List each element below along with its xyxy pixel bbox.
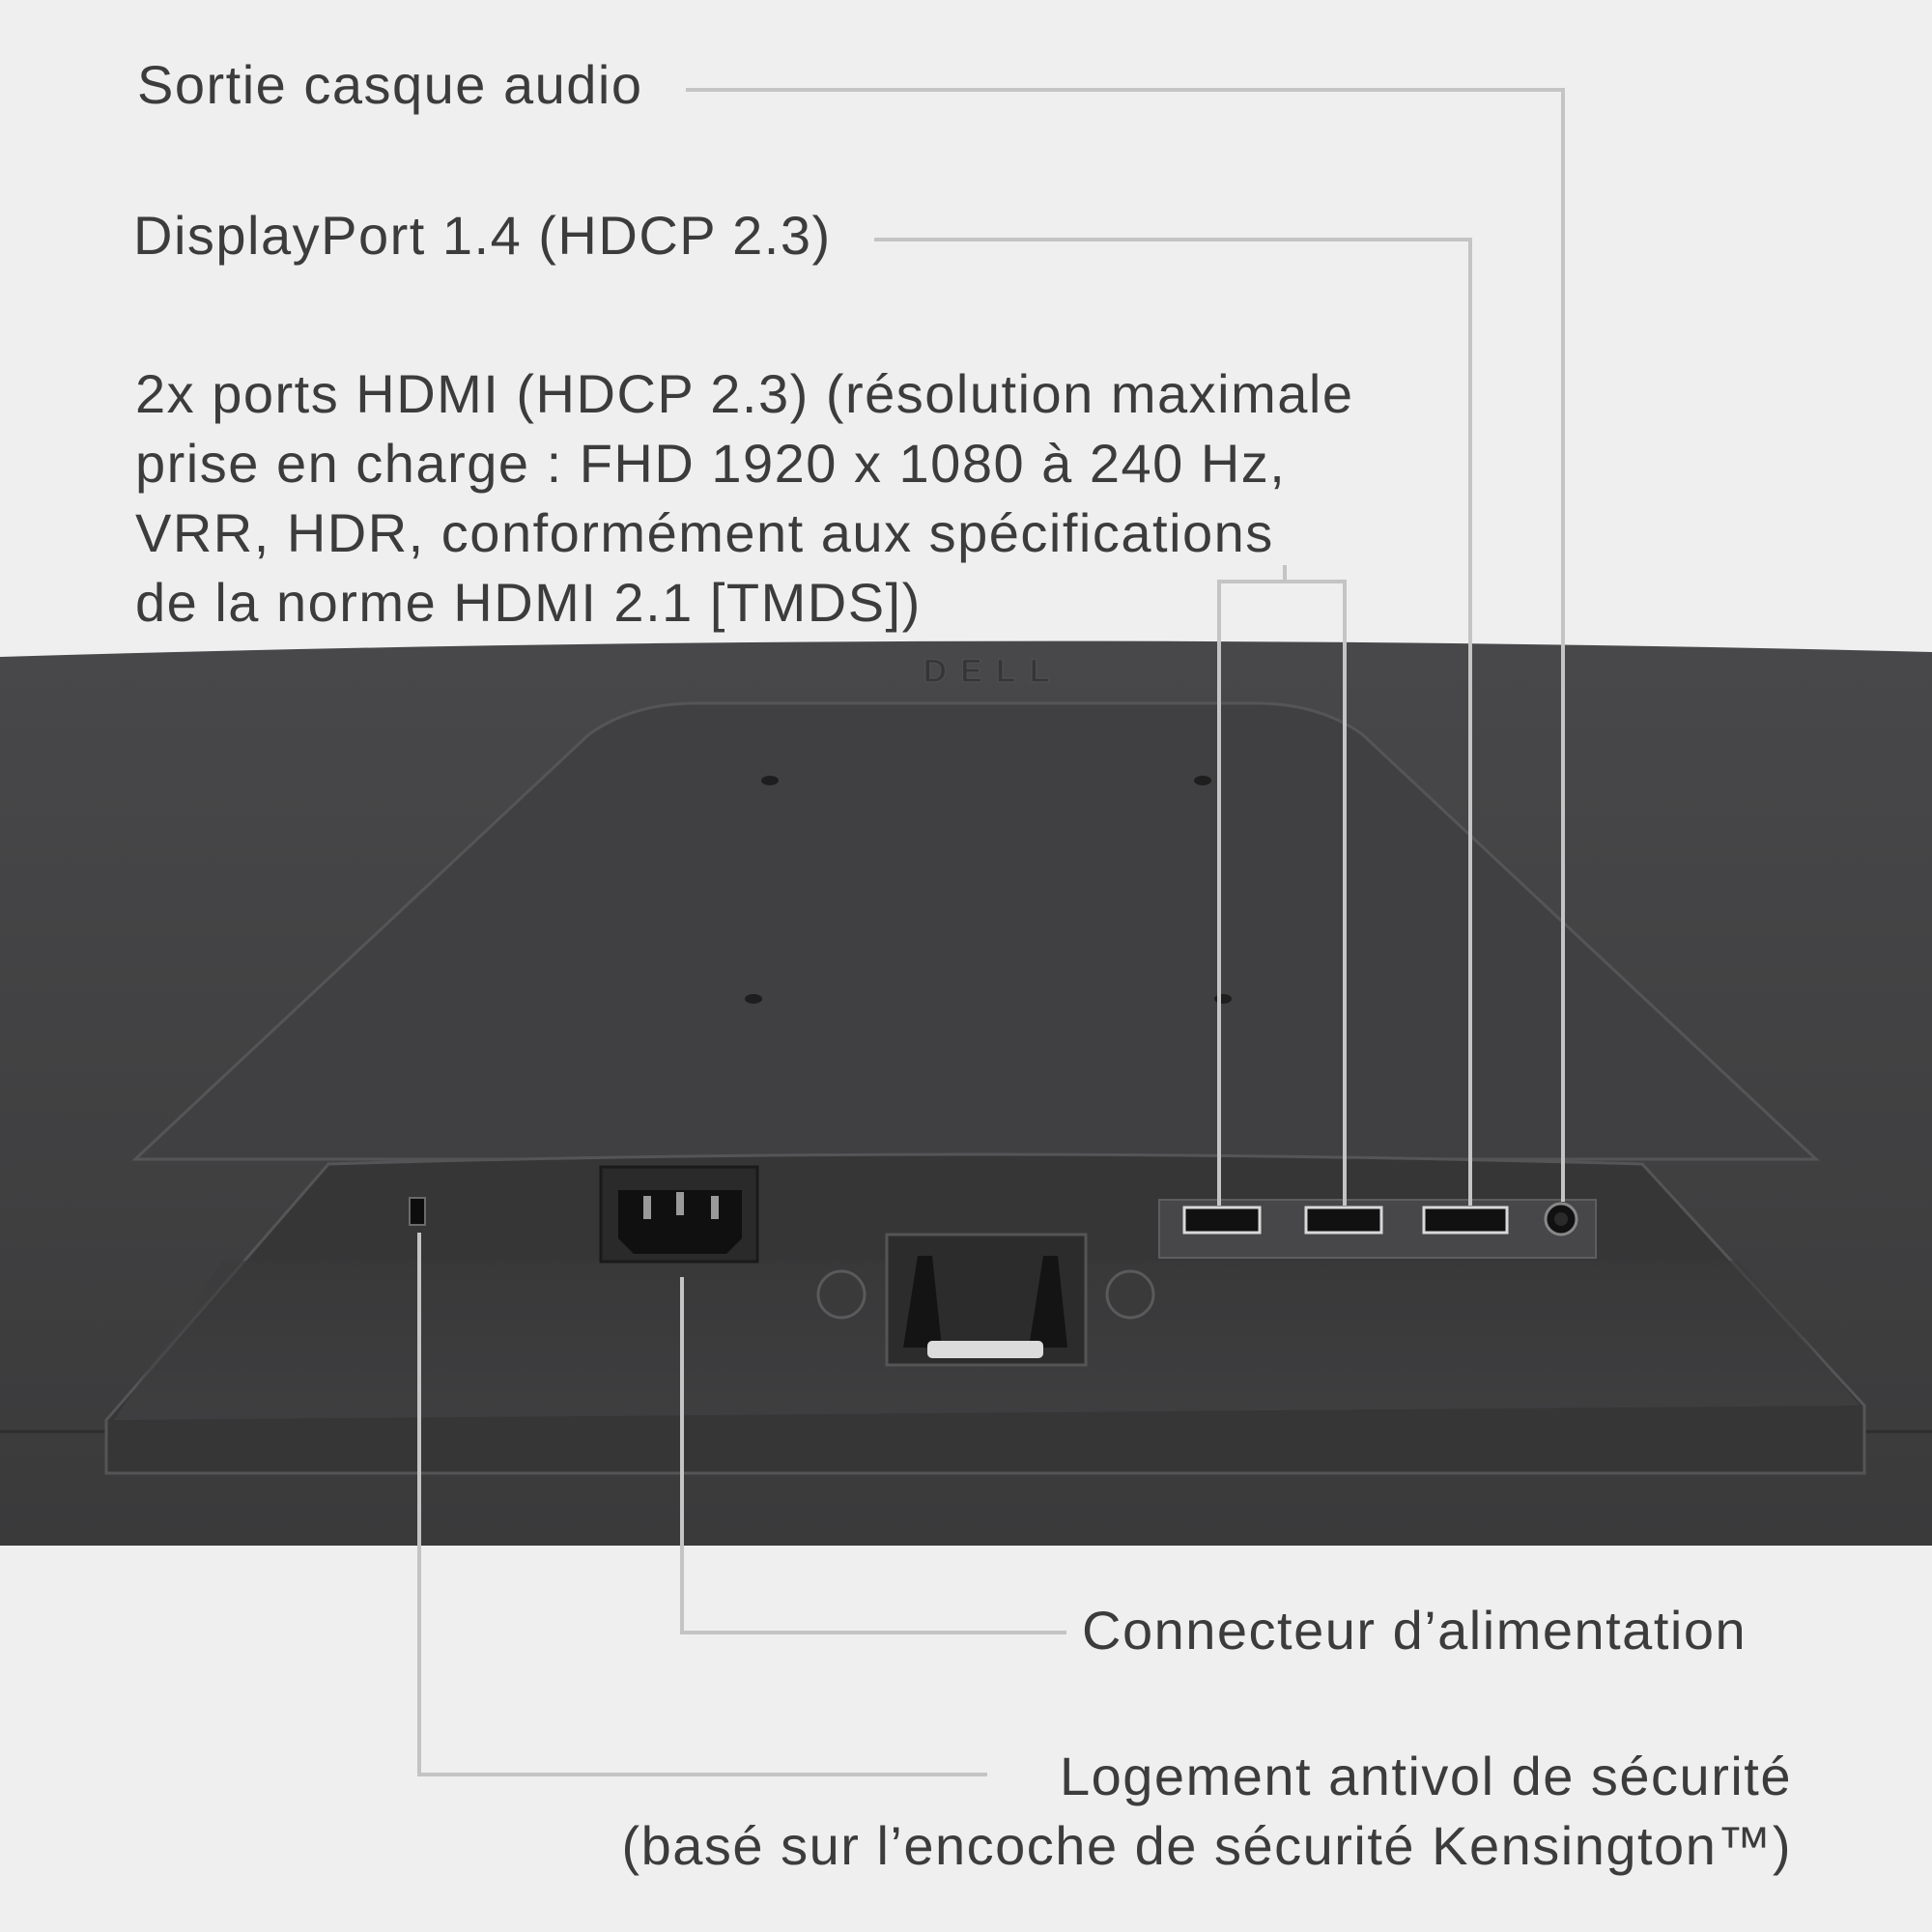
displayport-port	[1424, 1208, 1507, 1233]
vesa-screw-hole	[761, 776, 779, 785]
headphone-output-label: Sortie casque audio	[137, 54, 643, 115]
vesa-screw-hole	[1194, 776, 1211, 785]
power-connector-label: Connecteur d’alimentation	[1082, 1600, 1747, 1661]
hdmi-port-2	[1306, 1208, 1381, 1233]
vesa-screw-hole	[1214, 994, 1232, 1004]
dell-logo: DELL	[923, 653, 1064, 690]
security-slot-label: Logement antivol de sécurité (basé sur l’encoche de sécurité Kensington™)	[621, 1746, 1792, 1876]
security-slot	[410, 1198, 425, 1225]
hdmi-port-1	[1184, 1208, 1260, 1233]
vesa-screw-hole	[745, 994, 762, 1004]
hdmi-ports-label: 2x ports HDMI (HDCP 2.3) (résolution maximale prise en charge : FHD 1920 x 1080 à 240 Hz, VRR, HDR, conformément aux spécifications de la norme HDMI 2.1 [TMDS])	[135, 363, 1354, 633]
displayport-label: DisplayPort 1.4 (HDCP 2.3)	[133, 205, 832, 266]
